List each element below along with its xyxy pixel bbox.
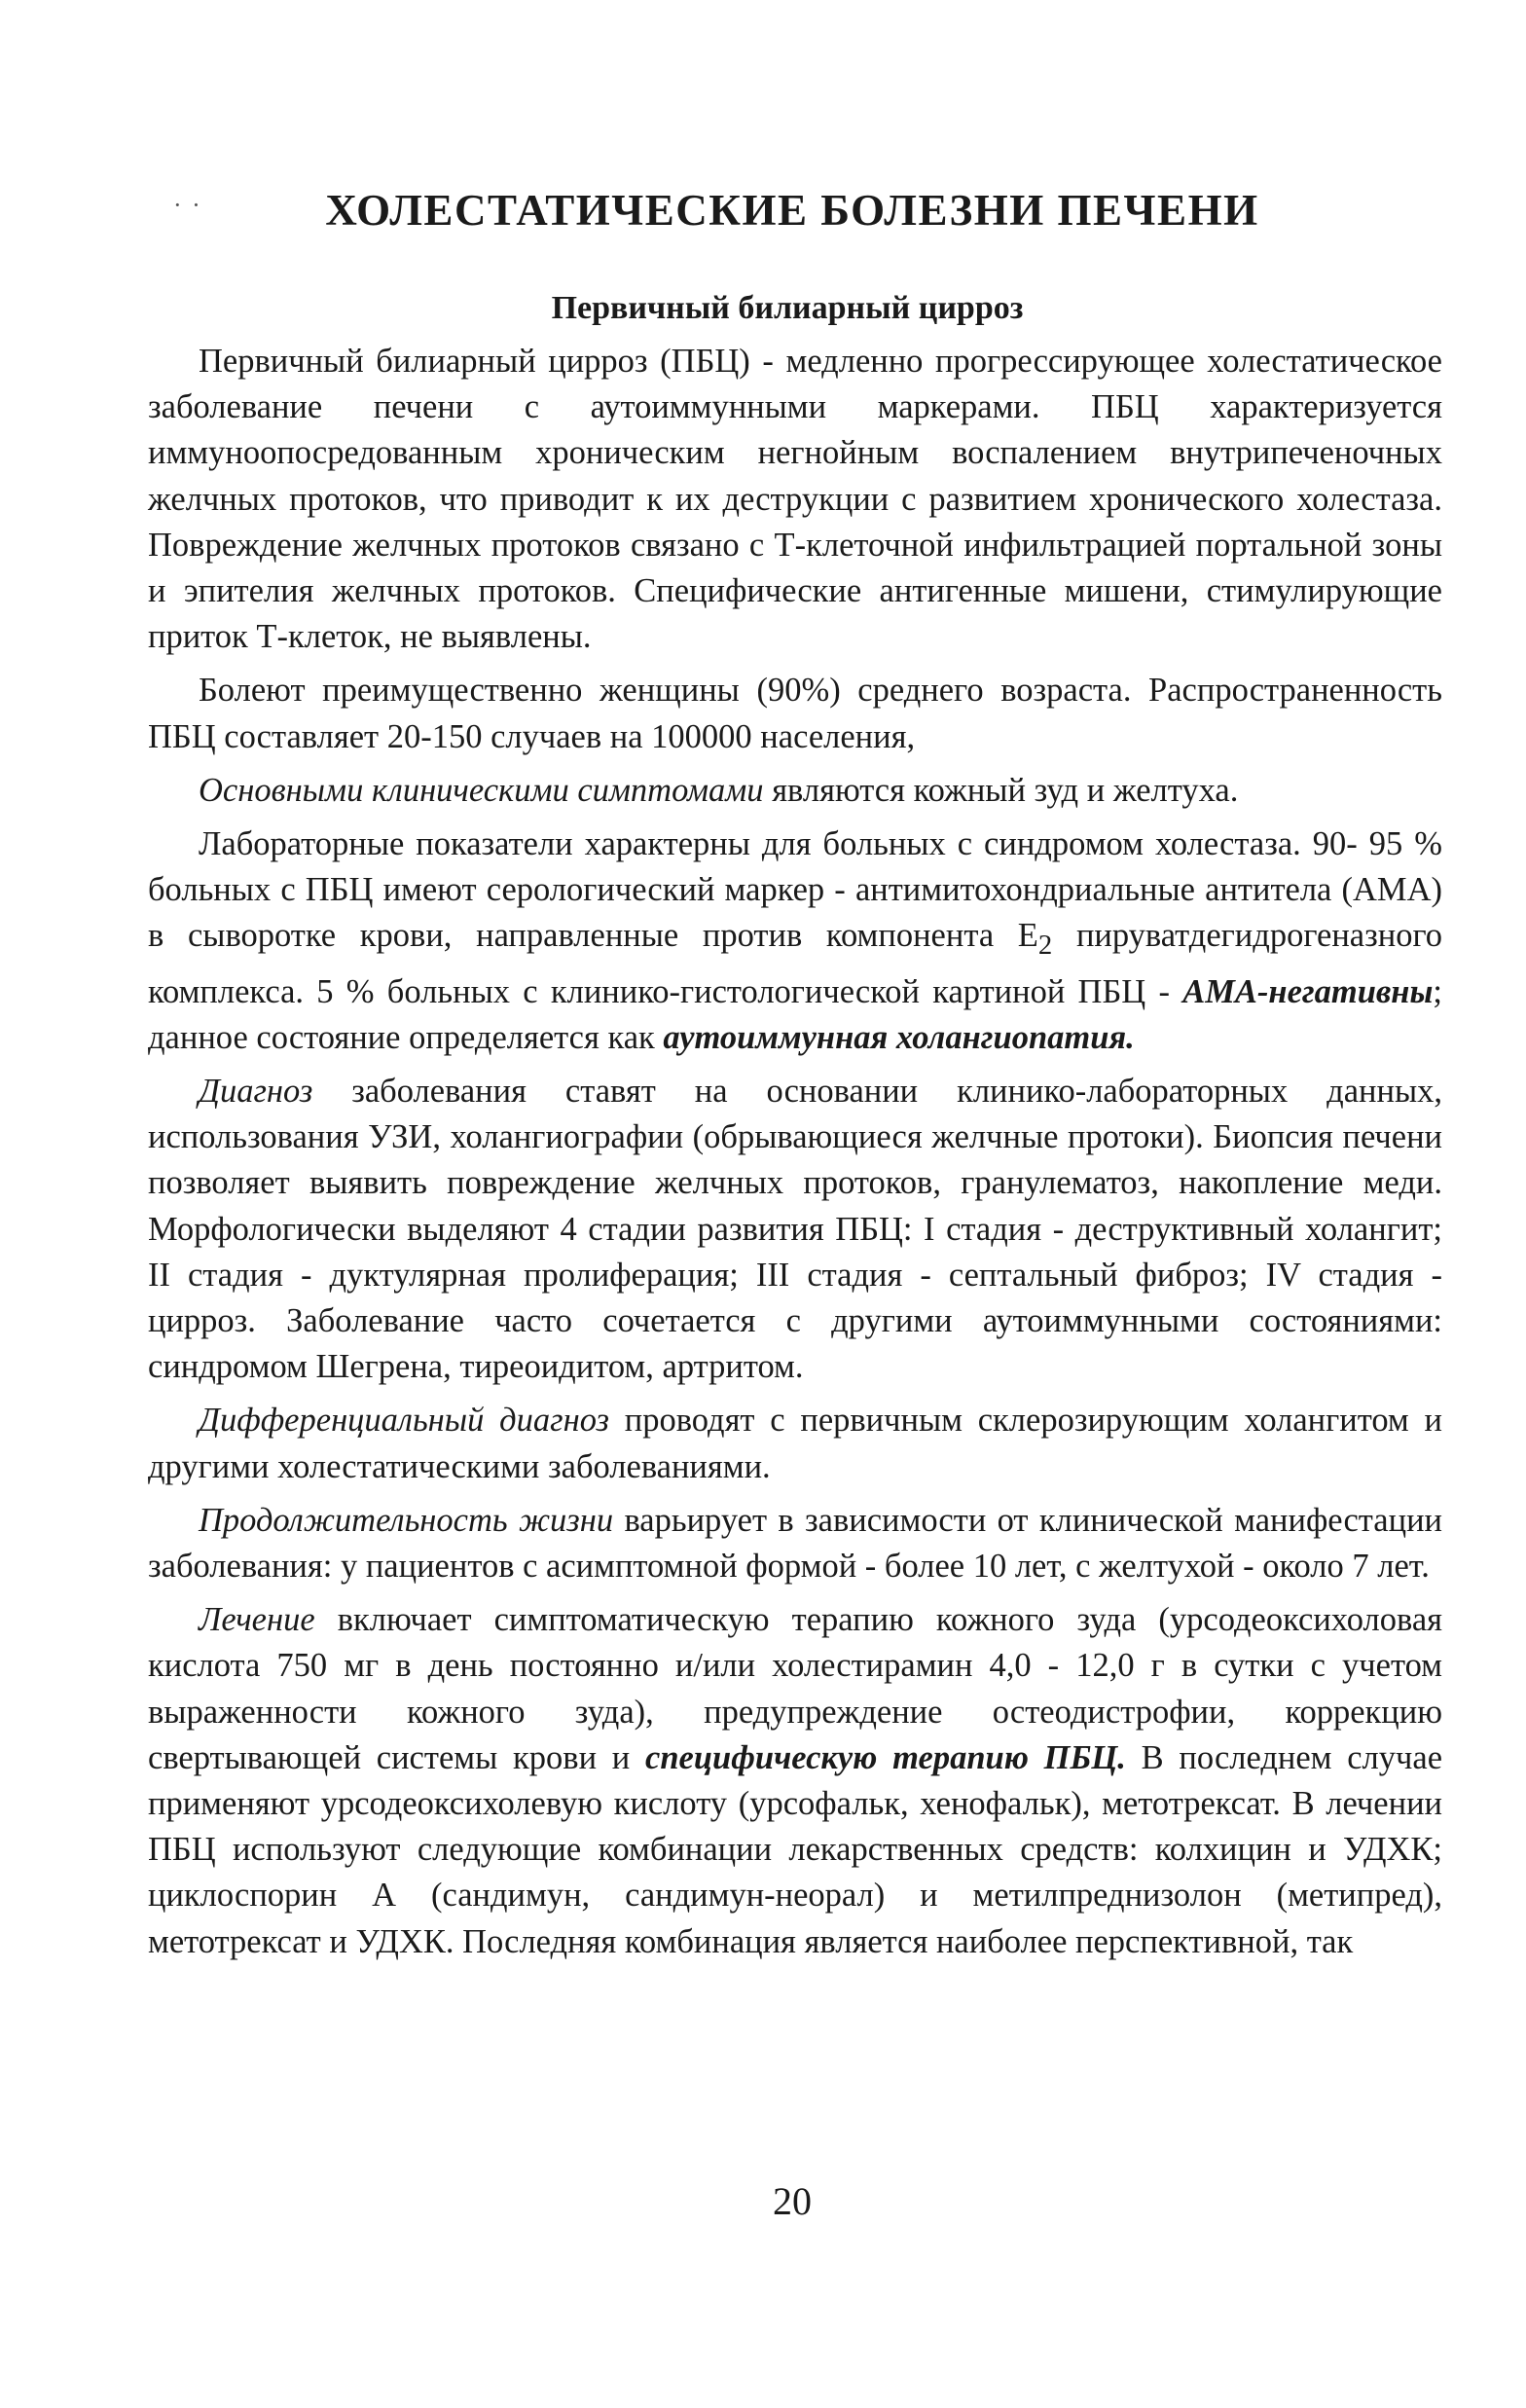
page-number: 20 <box>773 2179 812 2223</box>
differential-diagnosis-term: Дифференциальный диагноз <box>199 1402 609 1440</box>
section-title: Первичный билиарный цирроз <box>551 290 1024 326</box>
paragraph-treatment <box>148 1597 1442 1965</box>
body-text <box>148 339 1442 1973</box>
paragraph-life-expectancy <box>148 1498 1442 1589</box>
diagnosis-term: Диагноз <box>199 1072 313 1110</box>
laboratory-text-1: Лабораторные показатели характерны для больных с синдромом холестаза. 90- 95 % больных с ПБЦ имеют серологический маркер - антимитохондриальные антитела (АМА) в сыворотке крови, направленные против компонента E <box>148 825 1442 955</box>
life-expectancy-term: Продолжительность жизни <box>199 1501 614 1539</box>
paragraph-definition: Первичный билиарный цирроз (ПБЦ) - медленно прогрессирующее холестатическое заболевание печени с аутоиммунными маркерами. ПБЦ характеризуется иммуноопосредованным хроническим негнойным воспалением внутрипеченочных желчных протоков, что приводит к их деструкции с развитием хронического холестаза. Повреждение желчных протоков связано с Т-клеточной инфильтрацией портальной зоны и эпителия желчных протоков. Специфические антигенные мишени, стимулирующие приток Т-клеток, не выявлены. <box>148 343 1442 656</box>
laboratory-text-3: ; данное состояние определяется как <box>148 972 1442 1056</box>
autoimmune-cholangiopathy-term: аутоиммунная холангиопатия. <box>663 1018 1135 1056</box>
chapter-title: ХОЛЕСТАТИЧЕСКИЕ БОЛЕЗНИ ПЕЧЕНИ <box>325 186 1259 235</box>
laboratory-text-2: пируватдегидрогеназного комплекса. 5 % больных с клинико-гистологической картиной ПБЦ - <box>148 917 1442 1010</box>
treatment-text-2: В последнем случае применяют урсодеоксихолевую кислоту (урсофальк, хенофальк), метотрексат. В лечении ПБЦ используют следующие комбинации лекарственных средств: колхицин и УДХК; циклоспорин А (сандимун, сандимун-неорал) и метилпреднизолон (метипред), метотрексат и УДХК. Последняя комбинация является наиболее перспективной, так <box>148 1738 1443 1960</box>
paragraph-diagnosis <box>148 1069 1442 1390</box>
life-expectancy-text: варьирует в зависимости от клинической манифестации заболевания: у пациентов с асимптомной формой - более 10 лет, с желтухой - около 7 лет. <box>148 1501 1442 1585</box>
paragraph-symptoms <box>148 768 1442 814</box>
treatment-text-1: включает симптоматическую терапию кожного зуда (урсодеоксихоловая кислота 750 мг в день постоянно и/или холестирамин 4,0 - 12,0 г в сутки с учетом выраженности кожного зуда), предупреждение остеодистрофии, коррекцию свертывающей системы крови и <box>148 1601 1442 1776</box>
margin-mark: · · <box>173 191 202 219</box>
paragraph-differential-diagnosis <box>148 1398 1442 1489</box>
specific-therapy-term: специфическую терапию ПБЦ. <box>645 1738 1126 1776</box>
symptoms-term: Основными клиническими симптомами <box>199 771 764 809</box>
ama-negative-term: АМА-негативны <box>1182 972 1434 1010</box>
treatment-term: Лечение <box>199 1601 315 1639</box>
diagnosis-text: заболевания ставят на основании клинико-лабораторных данных, использования УЗИ, холангиографии (обрывающиеся желчные протоки). Биопсия печени позволяет выявить повреждение желчных протоков, гранулематоз, накопление меди. Морфологически выделяют 4 стадии развития ПБЦ: I стадия - деструктивный холангит; II стадия - дуктулярная пролиферация; III стадия - септальный фиброз; IV стадия - цирроз. Заболевание часто сочетается с другими аутоиммунными состояниями: синдромом Шегрена, тиреоидитом, артритом. <box>148 1072 1442 1386</box>
paragraph-laboratory <box>148 821 1442 1061</box>
subscript-2: 2 <box>1037 930 1053 962</box>
symptoms-text: являются кожный зуд и желтуха. <box>763 771 1239 809</box>
paragraph-epidemiology: Болеют преимущественно женщины (90%) среднего возраста. Распространенность ПБЦ составляет 20-150 случаев на 100000 населения, <box>148 672 1442 755</box>
differential-diagnosis-text: проводят с первичным склерозирующим холангитом и другими холестатическими заболеваниями. <box>148 1402 1442 1485</box>
